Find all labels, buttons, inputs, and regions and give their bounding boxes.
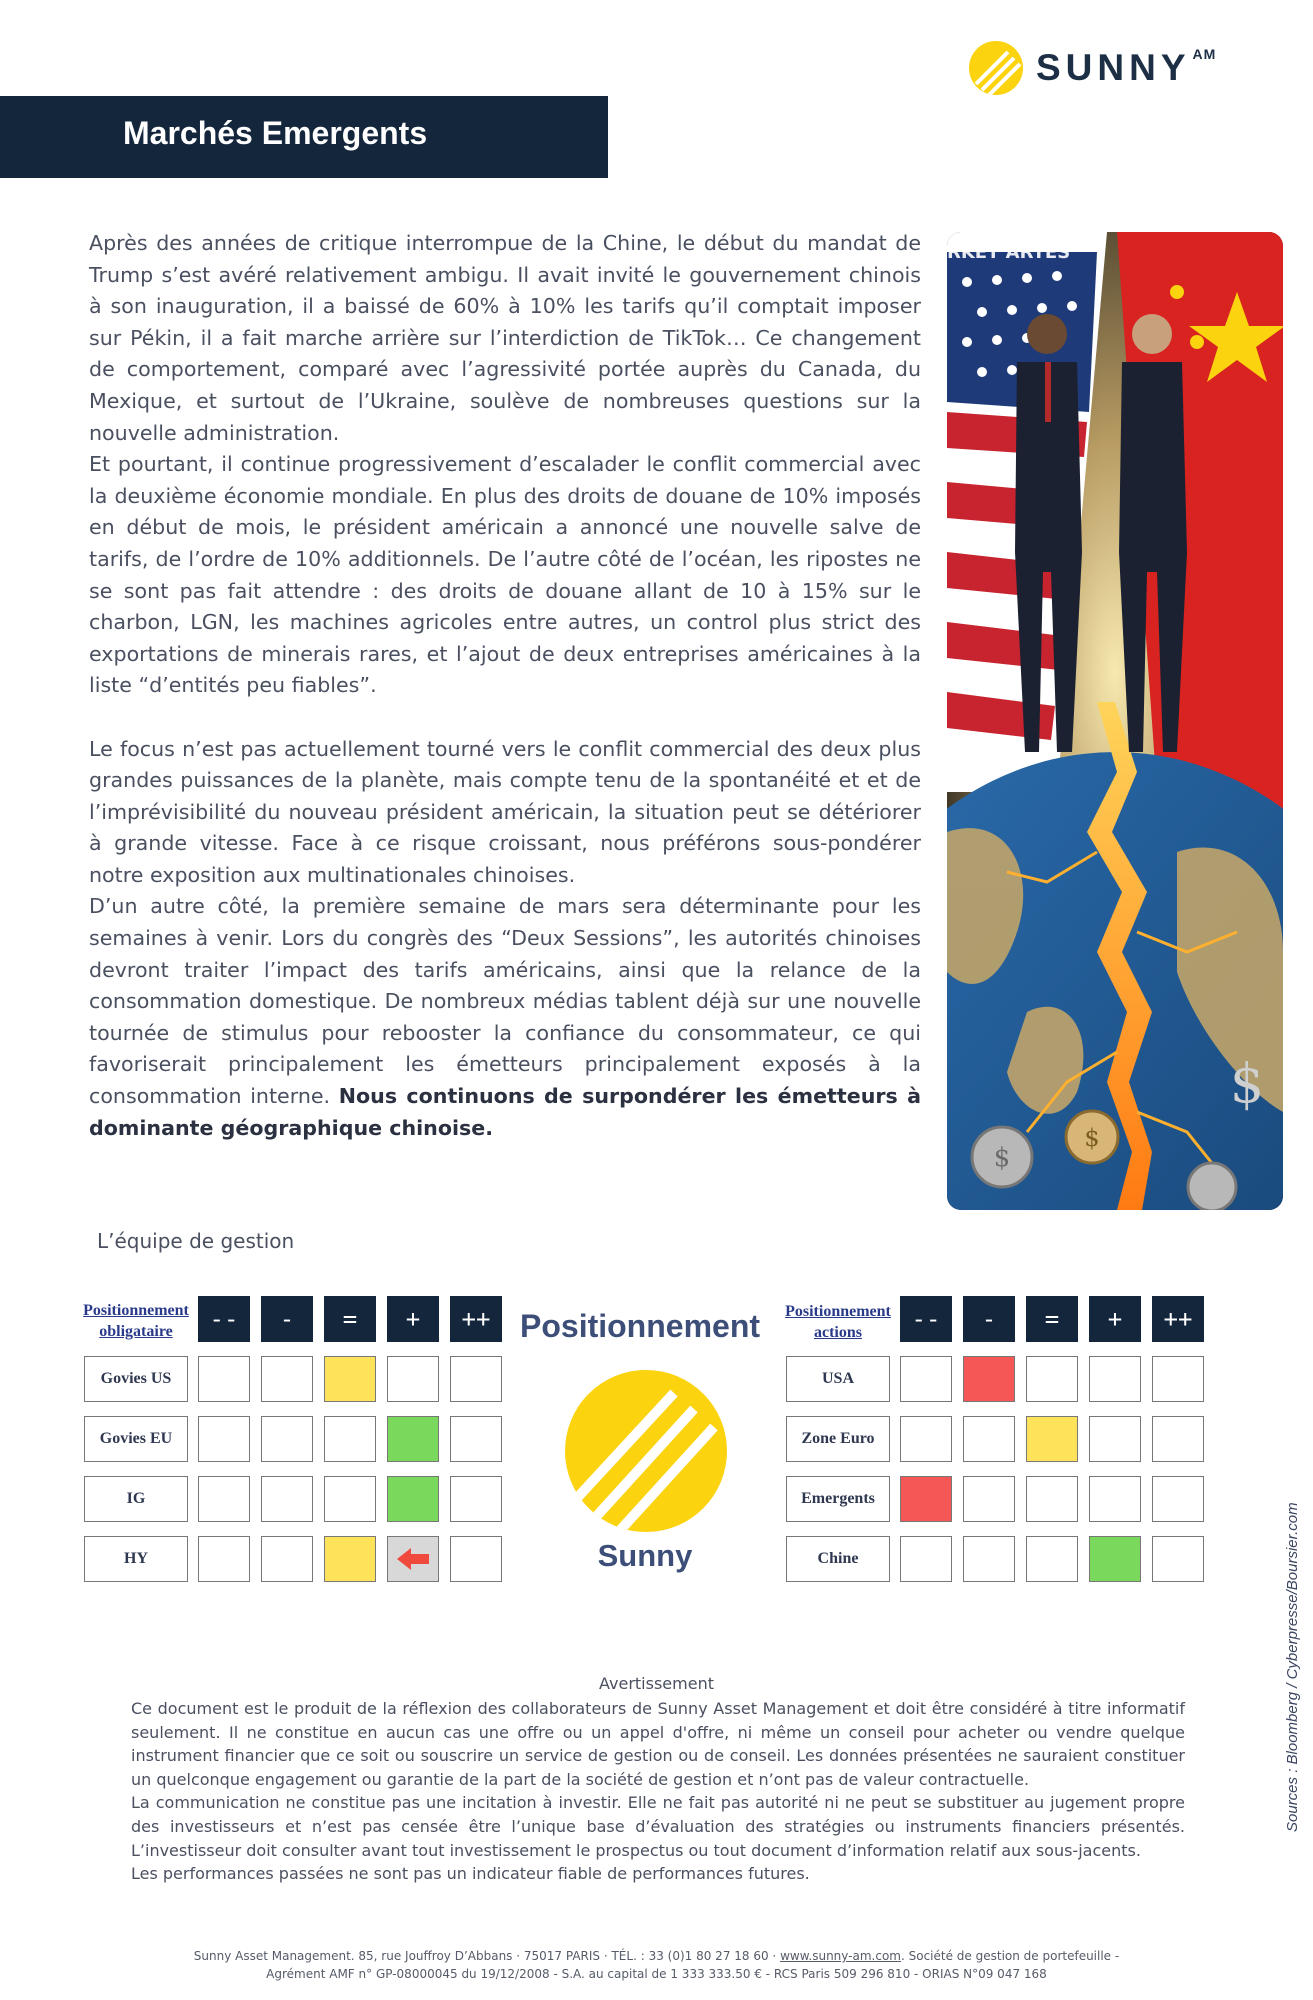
bonds-cell — [450, 1476, 502, 1522]
bonds-cell — [198, 1356, 250, 1402]
equities-cell — [963, 1476, 1015, 1522]
bonds-row-label: Govies US — [84, 1356, 188, 1402]
equities-col-strong-under: -- — [900, 1296, 952, 1342]
bonds-col-under: - — [261, 1296, 313, 1342]
footer — [0, 1947, 1313, 1983]
svg-text:$: $ — [1229, 1052, 1265, 1115]
section-header — [0, 96, 608, 178]
bonds-cell — [450, 1416, 502, 1462]
footer-line-2: Agrément AMF n° GP-08000045 du 19/12/2008 - S.A. au capital de 1 333 333.50 € - RCS Paris 509 296 810 - ORIAS N°09 047 168 — [266, 1967, 1047, 1981]
footer-line-1 — [0, 1947, 1313, 1965]
equities-row-label: Chine — [786, 1536, 890, 1582]
equities-cell — [1152, 1356, 1204, 1402]
article-paragraph: Et pourtant, il continue progressivement d’escalader le conflit commercial avec la deuxième économie mondiale. En plus des droits de douane de 10% imposés en début de mois, le président américain a annoncé une nouvelle salve de tarifs, de l’ordre de 10% additionnels. De l’autre côté de l’océan, les ripostes ne se sont pas fait attendre : des droits de douane allant de 10 à 15% sur le charbon, LGN, les machines agricoles entre autres, un control plus strict des exportations de minerais rares, et l’ajout de deux entreprises américaines à la liste “d’entités peu fiables”. — [89, 452, 921, 698]
equities-cell — [1152, 1416, 1204, 1462]
bonds-cell-selected — [387, 1476, 439, 1522]
article-paragraph: Le focus n’est pas actuellement tourné vers le conflit commercial des deux plus grandes puissances de la planète, mais compte tenu de la spontanéité et et de l’imprévisibilité du nouveau président américain, la situation peut se détériorer à grande vitesse. Face à ce risque croissant, nous préférons sous-pondérer notre exposition aux multinationales chinoises. — [89, 736, 921, 887]
article-illustration — [947, 232, 1283, 1210]
article-conclusion: Nous continuons de surpondérer les émetteurs à dominante géographique chinoise. — [89, 1084, 921, 1140]
bonds-cell — [261, 1536, 313, 1582]
equities-row-label: Emergents — [786, 1476, 890, 1522]
disclaimer-title: Avertissement — [599, 1674, 714, 1693]
us-china-illustration — [947, 232, 1283, 1210]
bonds-col-over: + — [387, 1296, 439, 1342]
svg-text:$: $ — [993, 1143, 1011, 1173]
bonds-row-label: HY — [84, 1536, 188, 1582]
bonds-col-strong-under: -- — [198, 1296, 250, 1342]
equities-cell — [1089, 1416, 1141, 1462]
svg-text:$: $ — [1084, 1124, 1100, 1152]
website-link[interactable]: www.sunny-am.com — [780, 1949, 901, 1963]
equities-cell — [1152, 1476, 1204, 1522]
sunny-am-logo — [968, 40, 1216, 96]
equities-cell — [1026, 1356, 1078, 1402]
bonds-cell — [261, 1416, 313, 1462]
bonds-col-neutral: = — [324, 1296, 376, 1342]
disclaimer-body — [131, 1697, 1185, 1886]
bonds-row-label: Govies EU — [84, 1416, 188, 1462]
bonds-table-title: Positionnement obligataire — [83, 1302, 189, 1340]
bonds-cell — [324, 1416, 376, 1462]
disclaimer-paragraph: La communication ne constitue pas une incitation à investir. Elle ne fait pas autorité ni ne peut se substituer au jugement propre des investisseurs et n’est pas censée être l’unique base d’évaluation des stratégies ou instruments financiers présentés. L’investisseur doit consulter avant tout investissement le prospectus ou tout document d’information relatif aux sous-jacents. — [131, 1793, 1185, 1860]
bonds-cell-previous — [387, 1536, 439, 1582]
disclaimer-paragraph: Les performances passées ne sont pas un indicateur fiable de performances futures. — [131, 1864, 810, 1884]
bonds-cell — [324, 1476, 376, 1522]
footer-company-type: . Société de gestion de portefeuille - — [901, 1949, 1120, 1963]
article-body — [89, 228, 921, 1144]
bonds-cell — [261, 1476, 313, 1522]
disclaimer-paragraph: Ce document est le produit de la réflexion des collaborateurs de Sunny Asset Management et doit être considéré à titre informatif seulement. Il ne constitue en aucun cas une offre ou un appel d'offre, ni même un conseil pour acheter ou vendre quelque instrument financier que ce soit ou souscrire un service de gestion ou de conseil. Les données présentées ne sauraient constituer un quelconque engagement ou garantie de la part de la société de gestion et n’ont pas de valeur contractuelle. — [131, 1699, 1185, 1789]
equities-cell-selected — [963, 1356, 1015, 1402]
equities-col-over: + — [1089, 1296, 1141, 1342]
bonds-cell — [387, 1356, 439, 1402]
sunny-sun-icon — [968, 40, 1024, 96]
equities-cell-selected — [1026, 1416, 1078, 1462]
article-paragraph-text: D’un autre côté, la première semaine de mars sera déterminante pour les semaines à venir. Lors du congrès des “Deux Sessions”, les autorités chinoises devront traiter l’impact des tarifs américains, ainsi que la relance de la consommation domestique. De nombreux médias tablent déjà sur une nouvelle tournée de stimulus pour rebooster la confiance du consommateur, ce qui favoriserait principalement les émetteurs principalement exposés à la consommation interne. — [89, 894, 921, 1109]
page-title: Marchés Emergents — [123, 115, 428, 151]
illustration-caption: RKET ARTES — [947, 242, 1071, 263]
bonds-cell-selected — [324, 1356, 376, 1402]
equities-col-neutral: = — [1026, 1296, 1078, 1342]
equities-cell — [900, 1356, 952, 1402]
bonds-cell — [261, 1356, 313, 1402]
bonds-cell — [450, 1536, 502, 1582]
equities-cell — [1089, 1356, 1141, 1402]
equities-row-label: Zone Euro — [786, 1416, 890, 1462]
article-paragraph: Après des années de critique interrompue de la Chine, le début du mandat de Trump s’est avéré relativement ambigu. Il avait invité le gouvernement chinois à son inauguration, il a baissé de 60% à 10% les tarifs qu’il comptait imposer sur Pékin, il a fait marche arrière sur l’interdiction de TikTok… Ce changement de comportement, comparé avec l’agressivité portée auprès du Canada, du Mexique, et surtout de l’Ukraine, soulève de nombreuses questions sur la nouvelle administration. — [89, 231, 921, 445]
equities-cell — [1026, 1536, 1078, 1582]
bonds-cell-selected — [324, 1536, 376, 1582]
bonds-cell — [198, 1536, 250, 1582]
equities-cell-selected — [900, 1476, 952, 1522]
equities-cell — [1089, 1476, 1141, 1522]
bonds-col-strong-over: ++ — [450, 1296, 502, 1342]
equities-cell — [1152, 1536, 1204, 1582]
bonds-cell — [198, 1416, 250, 1462]
bonds-cell-selected — [387, 1416, 439, 1462]
equities-cell — [900, 1416, 952, 1462]
positioning-brand-name: Sunny — [597, 1538, 693, 1573]
signature: L’équipe de gestion — [97, 1229, 295, 1253]
brand-name: SUNNY — [1036, 47, 1191, 88]
equities-cell — [900, 1536, 952, 1582]
bonds-cell — [450, 1356, 502, 1402]
equities-cell-selected — [1089, 1536, 1141, 1582]
positioning-title: Positionnement — [520, 1308, 761, 1344]
equities-cell — [963, 1416, 1015, 1462]
equities-cell — [1026, 1476, 1078, 1522]
article-paragraph — [89, 891, 921, 1144]
bonds-row-label: IG — [84, 1476, 188, 1522]
equities-col-under: - — [963, 1296, 1015, 1342]
equities-col-strong-over: ++ — [1152, 1296, 1204, 1342]
sources-note: Sources : Bloomberg / Cyberpresse/Boursier.com — [1284, 1502, 1301, 1832]
footer-address: Sunny Asset Management. 85, rue Jouffroy D’Abbans · 75017 PARIS · TÉL. : 33 (0)1 80 27 18 60 · — [193, 1949, 781, 1963]
sunny-logo-icon — [564, 1369, 728, 1533]
bonds-cell — [198, 1476, 250, 1522]
arrow-left-icon — [395, 1547, 431, 1571]
equities-row-label: USA — [786, 1356, 890, 1402]
equities-cell — [963, 1536, 1015, 1582]
brand-suffix: AM — [1192, 46, 1217, 62]
equities-table-title: Positionnement actions — [785, 1303, 891, 1341]
